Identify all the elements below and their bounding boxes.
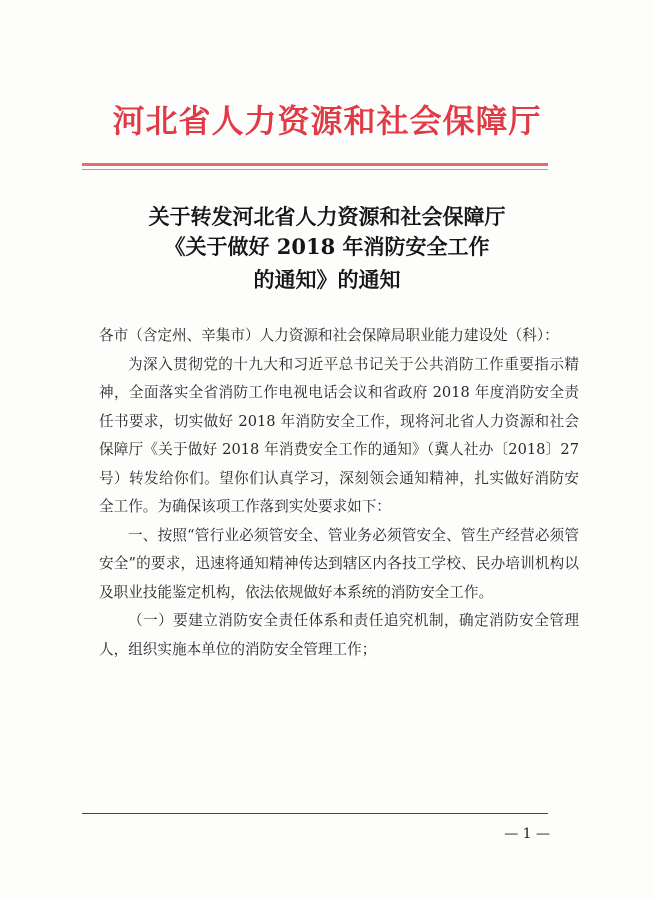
document-title-line-1: 关于转发河北省人力资源和社会保障厅 bbox=[148, 204, 506, 229]
body-paragraph-3: （一）要建立消防安全责任体系和责任追究机制，确定消防安全管理人，组织实施本单位的消防安全管理工作； bbox=[99, 612, 579, 658]
body-paragraph-1: 为深入贯彻党的十九大和习近平总书记关于公共消防工作重要指示精神，全面落实全省消防工作电视电话会议和省政府 2018 年度消防安全责任书要求，切实做好 2018 年消防安全工作，现将河北省人力资源和社会保障厅《关于做好 2018 年消费安全工作的通知》（冀人社办〔2018〕27 号）转发给你们。望你们认真学习，深刻领会通知精神，扎实做好消防安全工作。为确保该项工作落到实处要求如下： bbox=[99, 355, 579, 515]
document-title-line-2: 《关于做好 2018 年消防安全工作 bbox=[164, 234, 490, 259]
agency-header: 河北省人力资源和社会保障厅 bbox=[112, 102, 542, 140]
footer-separator bbox=[82, 813, 548, 814]
document-title-line-3: 的通知》的通知 bbox=[253, 267, 401, 292]
salutation: 各市（含定州、辛集市）人力资源和社会保障局职业能力建设处（科）： bbox=[99, 327, 559, 344]
red-separator-thin bbox=[82, 169, 548, 170]
red-separator-thick bbox=[82, 163, 548, 166]
body-paragraph-2: 一、按照“管行业必须管安全、管业务必须管安全、管生产经营必须管安全”的要求，迅速将通知精神传达到辖区内各技工学校、民办培训机构以及职业技能鉴定机构，依法依规做好本系统的消防安全工作。 bbox=[99, 526, 579, 601]
document-body bbox=[99, 322, 579, 664]
page-number: — 1 — bbox=[504, 826, 550, 842]
